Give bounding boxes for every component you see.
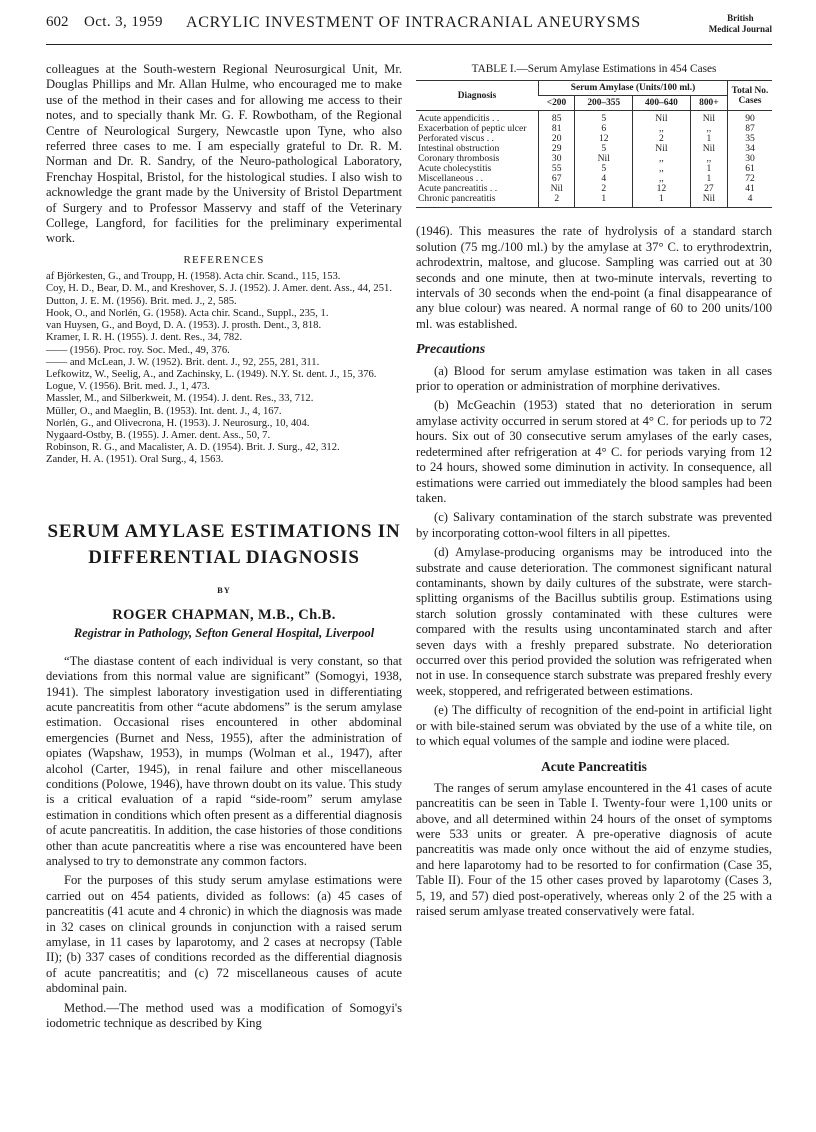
table-cell-value: 30 bbox=[539, 154, 575, 164]
table-cell-value: 6 bbox=[575, 124, 633, 134]
header-range: <200 bbox=[539, 96, 575, 111]
reference-item: Logue, V. (1956). Brit. med. J., 1, 473. bbox=[46, 381, 210, 393]
table-cell-value: 29 bbox=[539, 144, 575, 154]
table-cell-diagnosis: Miscellaneous . . bbox=[418, 173, 484, 185]
header-diagnosis: Diagnosis bbox=[416, 81, 539, 111]
table-cell-diagnosis: Chronic pancreatitis bbox=[418, 193, 496, 205]
table-cell-value: ,, bbox=[633, 174, 691, 184]
reference-item: —— (1956). Proc. roy. Soc. Med., 49, 376. bbox=[46, 344, 230, 356]
issue-date: Oct. 3, 1959 bbox=[84, 14, 163, 30]
header-range: 800+ bbox=[690, 96, 727, 111]
reference-item: Massler, M., and Silberkweit, M. (1954). J. dent. Res., 33, 712. bbox=[46, 393, 314, 405]
reference-item: af Björkesten, G., and Troupp, H. (1958). Acta chir. Scand., 115, 153. bbox=[46, 271, 341, 283]
header-range: 400–640 bbox=[633, 96, 691, 111]
table-cell-total: 87 bbox=[728, 124, 773, 134]
precaution-paragraph: (c) Salivary contamination of the starch substrate was prevented by incorporating cotton-wool filters in all pipettes. bbox=[416, 510, 772, 540]
table-cell-diagnosis: Acute appendicitis . . bbox=[418, 113, 500, 125]
table-body bbox=[416, 111, 772, 208]
references-heading: REFERENCES bbox=[183, 253, 265, 266]
reference-item: Dutton, J. E. M. (1956). Brit. med. J., 2, 585. bbox=[46, 295, 237, 307]
reference-item: Coy, H. D., Bear, D. M., and Kreshover, S. J. (1952). J. Amer. dent. Ass., 44, 251. bbox=[46, 283, 392, 295]
acute-pancreatitis-heading: Acute Pancreatitis bbox=[541, 759, 647, 775]
acknowledgement-paragraph: colleagues at the South-western Regional Neurosurgical Unit, Mr. Douglas Phillips and Mr. Allan Hulme, who encouraged me to make use of the method in their cases and for allowing me access to their notes, and to specially thank Mr. G. F. Rowbotham, of the Regional Centre of Neurological Surgery, Newcastle upon Tyne, who also referred three cases to me. I am especially grateful to Dr. R. M. Norman and Dr. R. Sandry, of the Neuro-pathological Laboratory, Frenchay Hospital, Bristol, for the histological studies. I also wish to acknowledge the grant made by the University of Bristol Department of Surgery and to Professor Masservy and staff of the Veterinary College, Langford, for facilities for the preliminary experimental work. bbox=[46, 62, 402, 246]
table-header-row bbox=[416, 81, 772, 96]
table-cell-value: 27 bbox=[690, 184, 727, 194]
table-cell-value: ,, bbox=[633, 124, 691, 134]
table-cell-value: 12 bbox=[633, 184, 691, 194]
table-cell-diagnosis: Intestinal obstruction bbox=[418, 143, 500, 155]
byline-by: BY bbox=[217, 584, 231, 595]
left-column bbox=[46, 62, 402, 1036]
journal-name-line1: British bbox=[727, 13, 754, 23]
table-cell-value: Nil bbox=[690, 144, 727, 154]
running-title: ACRYLIC INVESTMENT OF INTRACRANIAL ANEURYSMS bbox=[186, 14, 641, 31]
table-cell-value: 20 bbox=[539, 134, 575, 144]
precautions-heading bbox=[416, 342, 772, 357]
journal-name bbox=[709, 13, 772, 35]
table-cell-diagnosis: Coronary thrombosis bbox=[418, 153, 500, 165]
table-cell-value: 1 bbox=[633, 194, 691, 208]
article-title: SERUM AMYLASE ESTIMATIONS IN DIFFERENTIAL DIAGNOSIS bbox=[47, 520, 401, 568]
author-name: ROGER CHAPMAN, M.B., Ch.B. bbox=[112, 606, 336, 623]
journal-name-line2: Medical Journal bbox=[708, 24, 772, 34]
table-cell-total: 4 bbox=[728, 194, 773, 208]
table-cell-diagnosis: Acute cholecystitis bbox=[418, 163, 492, 175]
table-cell-value: 1 bbox=[690, 134, 727, 144]
reference-item: Hook, O., and Norlén, G. (1958). Acta chir. Scand., Suppl., 235, 1. bbox=[46, 307, 329, 319]
intro-paragraph: “The diastase content of each individual is very constant, so that deviations from this normal value are significant” (Somogyi, 1938, 1941). The simplest laboratory investigation used in differentiating acute pancreatitis from other “acute abdomens” is the serum amylase estimation. Occasional rises encountered in other abdominal emergencies (Burnet and Ness, 1955), after the administration of opiates (Wapshaw, 1953), in mumps (Wolman et al., 1947), after alcohol (Carter, 1945), in renal failure and other miscellaneous conditions (Polowe, 1946), have thrown doubt on its value. This study is a critical evaluation of a rapid “side-room” serum amylase estimation in conditions which often present as a differential diagnosis of acute pancreatitis. In addition, the case histories of those conditions other than acute pancreatitis where a rise was encountered have been analysed to try to demonstrate any common factors. bbox=[46, 653, 402, 869]
table-cell-value: 81 bbox=[539, 124, 575, 134]
reference-item: Norlén, G., and Olivecrona, H. (1953). J. Neurosurg., 10, 404. bbox=[46, 417, 310, 429]
precaution-paragraph: (a) Blood for serum amylase estimation was taken in all cases prior to operation or administration of morphine derivatives. bbox=[416, 363, 772, 394]
table-cell-value: 12 bbox=[575, 134, 633, 144]
table-cell-value: 4 bbox=[575, 174, 633, 184]
table-cell-value: Nil bbox=[690, 111, 727, 125]
running-header bbox=[46, 10, 772, 45]
precaution-paragraph: (b) McGeachin (1953) stated that no deterioration in serum amylase activity occurred in serum stored at 4° C. for periods up to 72 hours. Six out of 30 consecutive serum amylases of the early cases, redetermined after refrigeration at 4° C. for periods varying from 12 to 24 hours, showed some diminution in activity. In consequence, all estimations were carried out immediately the blood samples had been taken. bbox=[416, 398, 772, 505]
reference-item: Lefkowitz, W., Seelig, A., and Zachinsky, L. (1949). N.Y. St. dent. J., 15, 376. bbox=[46, 368, 377, 380]
acute-pancreatitis-paragraph: The ranges of serum amylase encountered in the 41 cases of acute pancreatitis can be seen in Table I. Twenty-four were 1,100 units or above, and all determined within 24 hours of the onset of symptoms were 533 units or greater. A pre-operative diagnosis of acute pancreatitis was made only once without the aid of enzyme studies, and here laparotomy had to be resorted to for confirmation (Case 35, Table II). Four of the 15 other cases proved by laparotomy (Cases 3, 5, 19, and 57) died post-operatively, whereas only 2 of the 25 with a raised serum amlyase treated conservatively were fatal. bbox=[416, 780, 772, 919]
page-number: 602 bbox=[46, 14, 69, 30]
table-row bbox=[416, 194, 772, 208]
right-column bbox=[416, 62, 772, 923]
author-affiliation: Registrar in Pathology, Sefton General Hospital, Liverpool bbox=[73, 626, 375, 641]
reference-item: Zander, H. A. (1951). Oral Surg., 4, 1563. bbox=[46, 454, 224, 466]
table-cell-value: 5 bbox=[575, 164, 633, 174]
reference-item: Robinson, R. G., and Macalister, A. D. (1954). Brit. J. Surg., 42, 312. bbox=[46, 442, 340, 454]
table-cell-value: Nil bbox=[633, 144, 691, 154]
table-row bbox=[416, 111, 772, 125]
table-cell-value: 5 bbox=[575, 144, 633, 154]
precaution-paragraph: (e) The difficulty of recognition of the end-point in artificial light or with bile-stained serum was obviated by the use of a white tile, on to which equal volumes of the sample and iodine were placed. bbox=[416, 703, 772, 748]
table-cell-diagnosis: Acute pancreatitis . . bbox=[418, 183, 498, 195]
reference-list bbox=[46, 271, 402, 466]
table-cell-value: Nil bbox=[575, 154, 633, 164]
table-cell-value: ,, bbox=[690, 124, 727, 134]
table-cell-value: 67 bbox=[539, 174, 575, 184]
header-range: 200–355 bbox=[575, 96, 633, 111]
table-cell-value: 2 bbox=[575, 184, 633, 194]
table-cell-total: 34 bbox=[728, 144, 773, 154]
table-cell-total: 72 bbox=[728, 174, 773, 184]
table-cell-total: 35 bbox=[728, 134, 773, 144]
reference-item: Kramer, I. R. H. (1955). J. dent. Res., 34, 782. bbox=[46, 332, 243, 344]
method-continued-paragraph: (1946). This measures the rate of hydrolysis of a standard starch solution (75 mg./100 ml.) by the amylase at 37° C. to erythrodextrin, achrodextrin, maltose, and glucose. Sampling was carried out at 30 seconds and one minute, then at two-minute intervals, reverting to intervals of 30 seconds when the end-point (a final disappearance of any blue colour) was neared. A normal range of 60 to 200 units/100 ml. was established. bbox=[416, 224, 772, 331]
table-cell-total: 30 bbox=[728, 154, 773, 164]
table-cell-value: 1 bbox=[575, 194, 633, 208]
reference-item: —— and McLean, J. W. (1952). Brit. dent. J., 92, 255, 281, 311. bbox=[46, 356, 320, 368]
table-cell-value: 2 bbox=[633, 134, 691, 144]
method-paragraph: Method.—The method used was a modification of Somogyi's iodometric technique as described by King bbox=[46, 1000, 402, 1031]
table-cell-value: Nil bbox=[633, 111, 691, 125]
header-total: Total No. Cases bbox=[728, 81, 773, 111]
table-cell-value: 1 bbox=[690, 164, 727, 174]
table-cell-value: Nil bbox=[690, 194, 727, 208]
reference-item: van Huysen, G., and Boyd, D. A. (1953). J. prosth. Dent., 3, 818. bbox=[46, 320, 322, 332]
purposes-paragraph: For the purposes of this study serum amylase estimations were carried out on 454 patients, divided as follows: (a) 45 cases of pancreatitis (41 acute and 4 chronic) in which the diagnosis was made in 32 cases on clinical grounds in conjunction with a raised serum amylase, in 11 cases by laparotomy, and 2 cases at necropsy (Table II); (b) 337 cases of conditions recorded as the differential diagnosis of acute pancreatitis; and (c) 72 miscellaneous causes of acute abdominal pain. bbox=[46, 873, 402, 996]
table-cell-total: 61 bbox=[728, 164, 773, 174]
table-caption: TABLE I.—Serum Amylase Estimations in 454 Cases bbox=[471, 63, 717, 75]
table-cell-value: 2 bbox=[539, 194, 575, 208]
table-cell-diagnosis: Exacerbation of peptic ulcer bbox=[418, 123, 527, 135]
precautions-heading-text: Precautions bbox=[416, 342, 486, 358]
table-cell-value: 5 bbox=[575, 111, 633, 125]
table-cell-value: 85 bbox=[539, 111, 575, 125]
table-cell-value: Nil bbox=[539, 184, 575, 194]
reference-item: Nygaard-Ostby, B. (1955). J. Amer. dent. Ass., 50, 7. bbox=[46, 429, 271, 441]
reference-item: Müller, O., and Maeglin, B. (1953). Int. dent. J., 4, 167. bbox=[46, 405, 282, 417]
table-cell-value: 1 bbox=[690, 174, 727, 184]
table-cell-value: ,, bbox=[633, 164, 691, 174]
table-cell-diagnosis: Perforated viscus . . bbox=[418, 133, 494, 145]
table-cell-total: 41 bbox=[728, 184, 773, 194]
header-serum-amylase: Serum Amylase (Units/100 ml.) bbox=[539, 81, 728, 96]
precaution-paragraph: (d) Amylase-producing organisms may be introduced into the substrate and cause deterioration. The commonest significant natural contaminants, shown by daily cultures of the substrate, were starch-splitting organisms of the Bacillus subtilis group. Estimations using starch solution grossly contaminated with these cultures were compared with the results using uncontaminated starch and after seven days with a freshly prepared substrate. No deterioration occurred over this period provided the solution was refrigerated when not in use. In consequence starch substrate was prepared freshly every week, stoppered, and refrigerated between estimations. bbox=[416, 545, 772, 698]
table-cell-value: ,, bbox=[690, 154, 727, 164]
serum-amylase-table bbox=[416, 80, 772, 208]
table-cell-value: ,, bbox=[633, 154, 691, 164]
table-cell-value: 55 bbox=[539, 164, 575, 174]
table-cell-total: 90 bbox=[728, 111, 773, 125]
